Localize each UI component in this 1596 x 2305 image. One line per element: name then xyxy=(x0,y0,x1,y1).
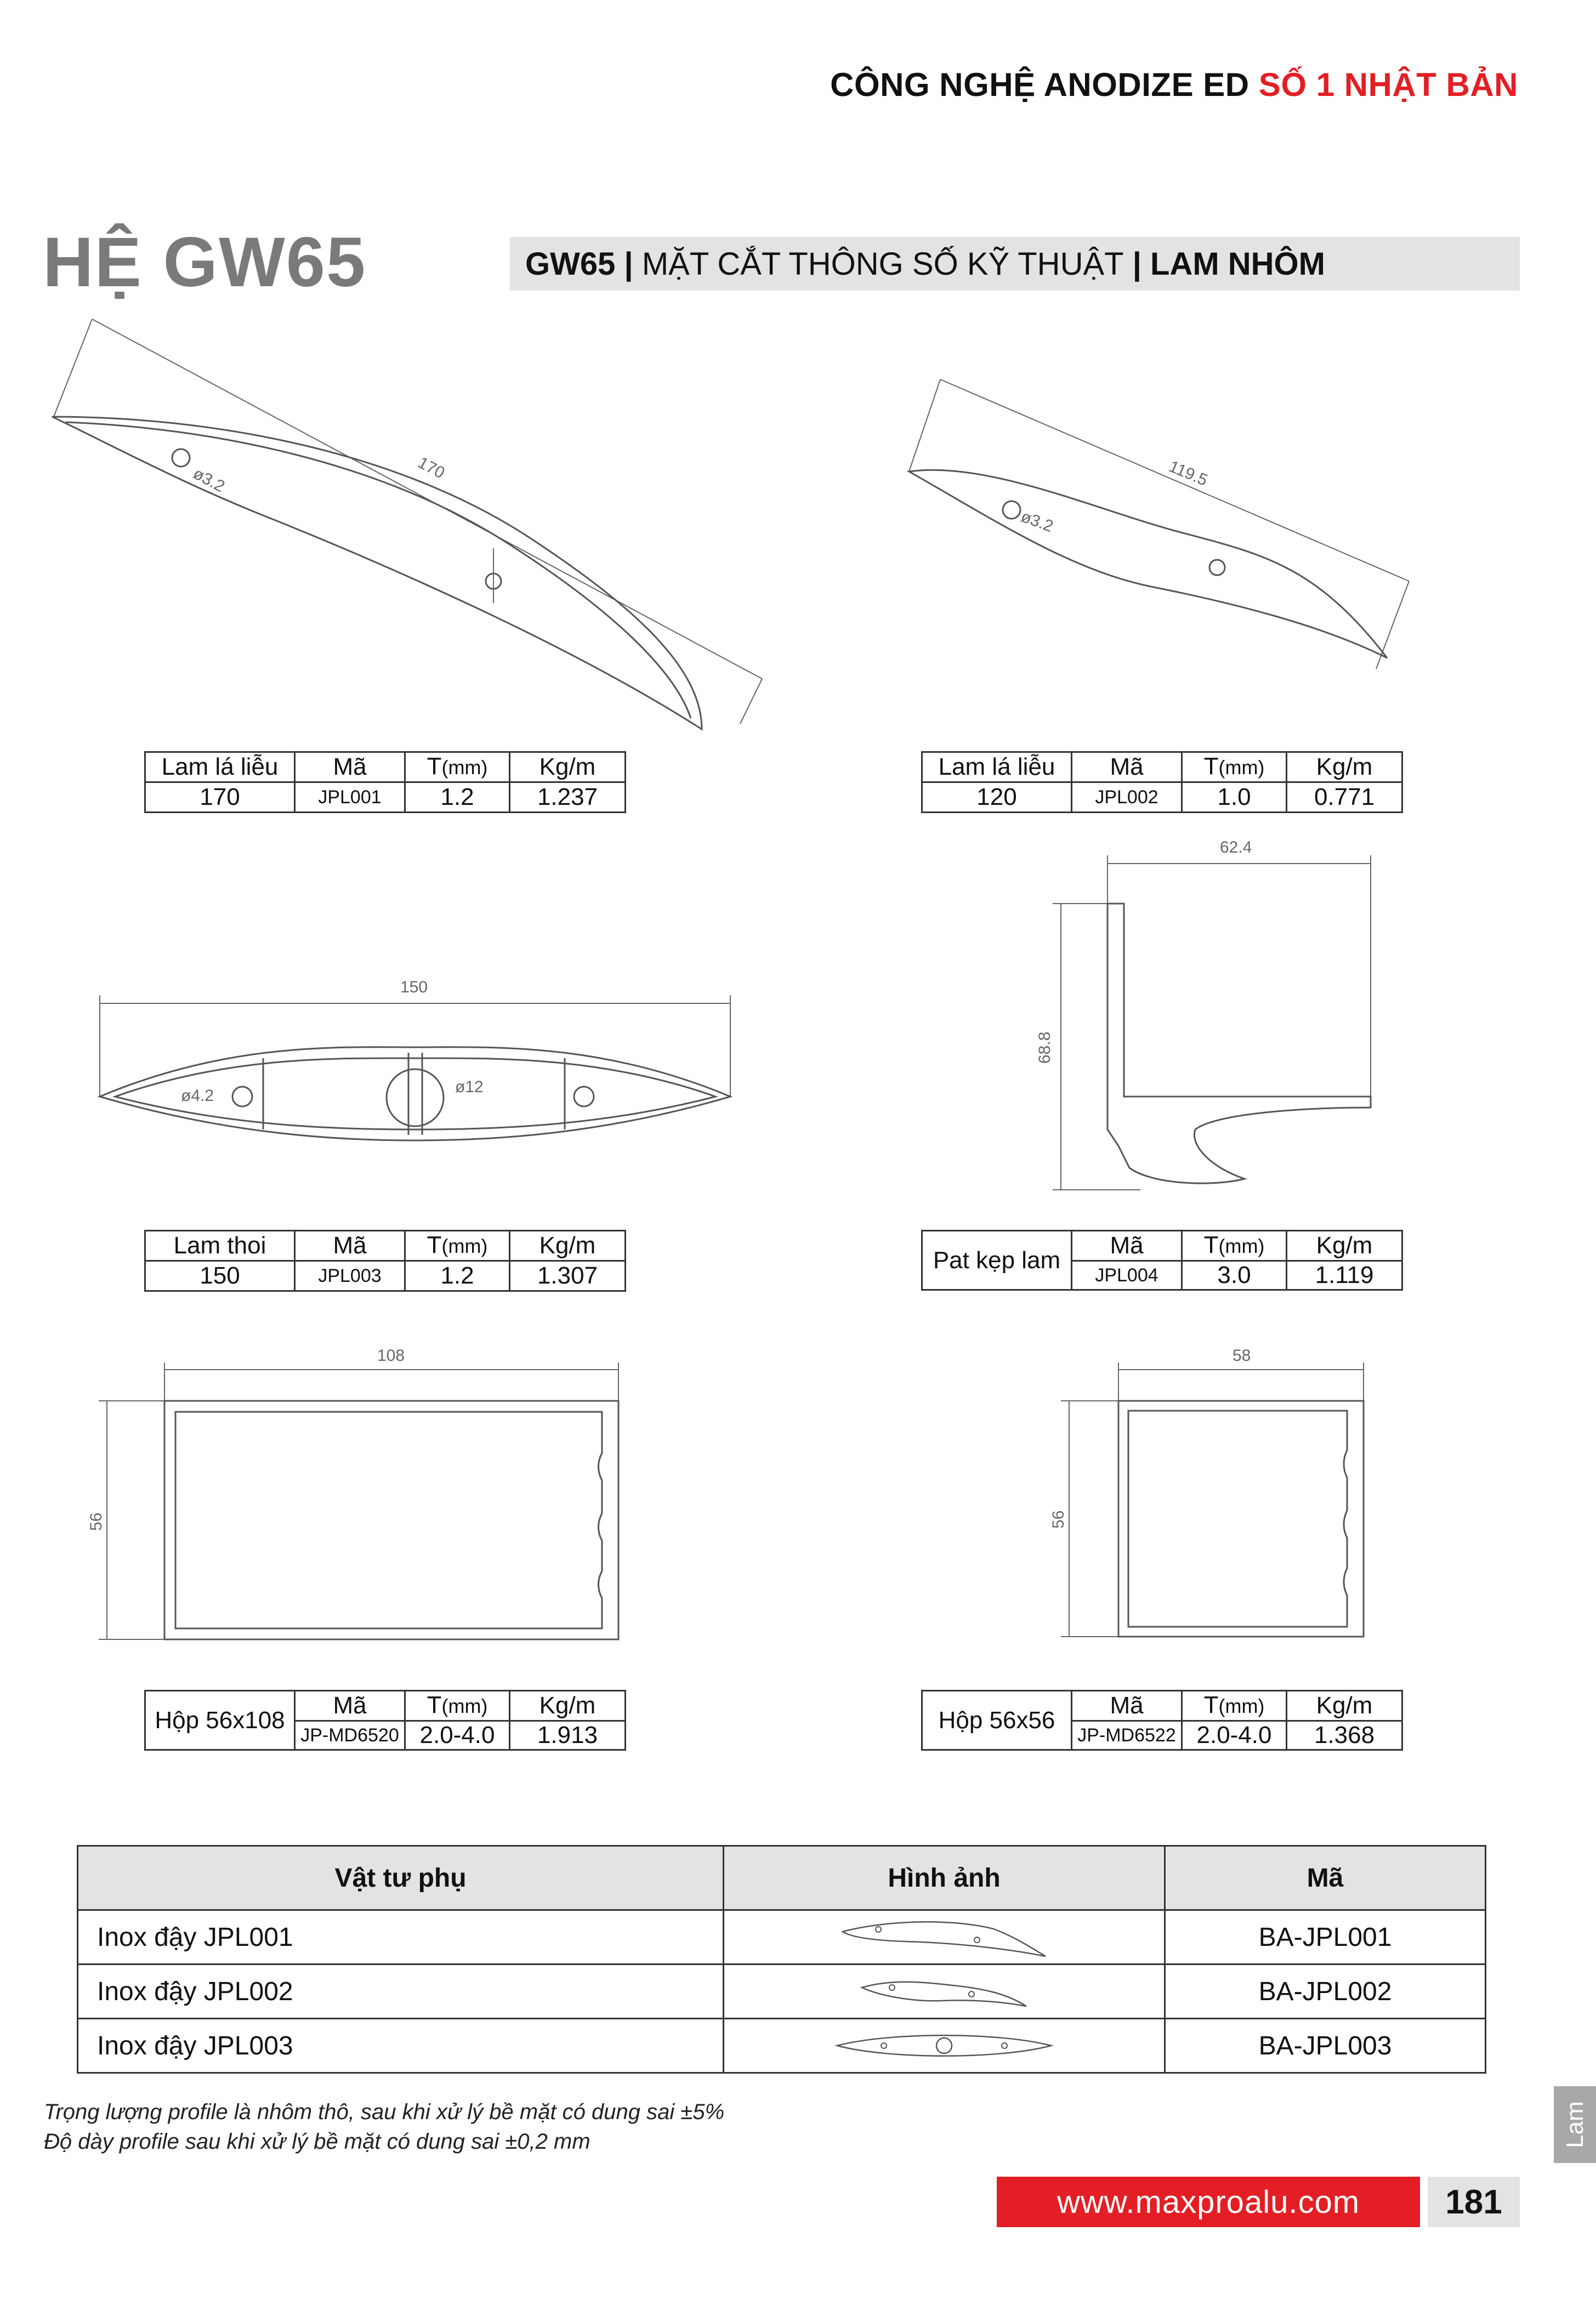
product-weight: 1.913 xyxy=(510,1721,626,1750)
header-code: Mã xyxy=(1072,752,1182,782)
bar-sep-2: | xyxy=(1123,246,1151,282)
product-thickness: 2.0-4.0 xyxy=(1182,1721,1287,1750)
product-code: JPL001 xyxy=(295,782,405,813)
product-size: 170 xyxy=(145,782,295,813)
header-code: Mã xyxy=(1072,1691,1182,1721)
bar-middle: MẶT CẮT THÔNG SỐ KỸ THUẬT xyxy=(641,246,1124,282)
product-code: JPL003 xyxy=(295,1261,405,1291)
dim-width-6: 58 xyxy=(1233,1347,1251,1365)
profile-drawing-jpl002 xyxy=(905,373,1425,680)
product-weight: 1.368 xyxy=(1287,1721,1402,1750)
dim-hole-small-3: ø4.2 xyxy=(181,1087,214,1105)
spec-table-jpl004 xyxy=(921,1230,1403,1291)
accessories-table xyxy=(77,1845,1486,2074)
product-name: Pat kẹp lam xyxy=(922,1231,1072,1290)
product-name: Lam lá liễu xyxy=(145,752,295,782)
bar-code: GW65 xyxy=(525,246,616,282)
header-thickness: T(mm) xyxy=(1182,1231,1287,1261)
acc-name: Inox đậy JPL003 xyxy=(78,2019,724,2073)
series-title: HỆ GW65 xyxy=(43,223,367,302)
acc-header-code: Mã xyxy=(1165,1846,1486,1910)
dim-hole-1: ø3.2 xyxy=(190,464,228,496)
dim-height-6: 56 xyxy=(1049,1510,1067,1529)
header-code: Mã xyxy=(1072,1231,1182,1261)
product-weight: 1.237 xyxy=(510,782,626,813)
acc-image xyxy=(724,1910,1165,1965)
side-tab xyxy=(1554,2086,1596,2163)
product-code: JPL002 xyxy=(1072,782,1182,813)
side-tab-label: Lam xyxy=(1561,2101,1588,2148)
header-code: Mã xyxy=(295,1691,405,1721)
header-thickness: T(mm) xyxy=(405,752,510,782)
acc-name: Inox đậy JPL002 xyxy=(78,1965,724,2019)
profile-drawing-jpl003 xyxy=(93,970,740,1151)
spec-table-md6520 xyxy=(144,1690,626,1751)
product-code: JPL004 xyxy=(1072,1261,1182,1290)
product-size: 120 xyxy=(922,782,1072,813)
cover-plate-jpl003-image xyxy=(834,2029,1054,2062)
acc-image xyxy=(724,2019,1165,2073)
dim-hole-2: ø3.2 xyxy=(1018,507,1056,536)
product-weight: 1.307 xyxy=(510,1261,626,1291)
dim-length-3: 150 xyxy=(400,978,428,996)
profile-drawing-md6522 xyxy=(1042,1347,1376,1645)
note-weight-tolerance: Trọng lượng profile là nhôm thô, sau khi xử lý bề mặt có dung sai ±5% xyxy=(44,2100,725,2124)
cover-plate-jpl001-image xyxy=(840,1915,1048,1959)
spec-table-md6522 xyxy=(921,1690,1403,1751)
tagline-red: SỐ 1 NHẬT BẢN xyxy=(1258,66,1518,103)
section-title-bar xyxy=(510,237,1520,291)
footer-website: www.maxproalu.com xyxy=(997,2177,1420,2227)
header-thickness: T(mm) xyxy=(405,1691,510,1721)
bar-end: LAM NHÔM xyxy=(1150,246,1325,282)
product-thickness: 1.0 xyxy=(1182,782,1287,813)
header-code: Mã xyxy=(295,752,405,782)
acc-code: BA-JPL001 xyxy=(1165,1910,1486,1965)
table-row xyxy=(78,2019,1486,2073)
header-tagline xyxy=(830,66,1518,104)
product-name: Lam lá liễu xyxy=(922,752,1072,782)
header-weight: Kg/m xyxy=(510,1231,626,1261)
table-row xyxy=(78,1965,1486,2019)
acc-header-image: Hình ảnh xyxy=(724,1846,1165,1910)
header-weight: Kg/m xyxy=(1287,1691,1402,1721)
product-name: Hộp 56x108 xyxy=(145,1691,295,1750)
profile-drawing-jpl004 xyxy=(1031,839,1387,1212)
profile-drawing-md6520 xyxy=(82,1347,625,1645)
product-weight: 1.119 xyxy=(1287,1261,1402,1290)
dim-length-2: 119.5 xyxy=(1166,457,1211,490)
spec-table-jpl001 xyxy=(144,751,626,813)
product-weight: 0.771 xyxy=(1287,782,1402,813)
page-number: 181 xyxy=(1428,2177,1520,2227)
table-row xyxy=(78,1910,1486,1965)
product-thickness: 3.0 xyxy=(1182,1261,1287,1290)
profile-drawing-jpl001 xyxy=(44,313,773,735)
header-thickness: T(mm) xyxy=(1182,752,1287,782)
product-code: JP-MD6520 xyxy=(295,1721,405,1750)
spec-table-jpl002 xyxy=(921,751,1403,813)
bar-sep-1: | xyxy=(615,246,642,282)
product-name: Lam thoi xyxy=(145,1231,295,1261)
acc-header-name: Vật tư phụ xyxy=(78,1846,724,1910)
dim-hole-big-3: ø12 xyxy=(455,1078,484,1096)
product-thickness: 1.2 xyxy=(405,782,510,813)
acc-name: Inox đậy JPL001 xyxy=(78,1910,724,1965)
product-name: Hộp 56x56 xyxy=(922,1691,1072,1750)
acc-image xyxy=(724,1965,1165,2019)
dim-height-5: 56 xyxy=(87,1512,105,1531)
acc-code: BA-JPL003 xyxy=(1165,2019,1486,2073)
product-size: 150 xyxy=(145,1261,295,1291)
product-thickness: 2.0-4.0 xyxy=(405,1721,510,1750)
acc-code: BA-JPL002 xyxy=(1165,1965,1486,2019)
spec-table-jpl003 xyxy=(144,1230,626,1292)
header-weight: Kg/m xyxy=(1287,752,1402,782)
dim-width-4: 62.4 xyxy=(1220,838,1252,856)
cover-plate-jpl002-image xyxy=(859,1972,1029,2011)
header-thickness: T(mm) xyxy=(405,1231,510,1261)
header-thickness: T(mm) xyxy=(1182,1691,1287,1721)
product-thickness: 1.2 xyxy=(405,1261,510,1291)
note-thickness-tolerance: Độ dày profile sau khi xử lý bề mặt có dung sai ±0,2 mm xyxy=(44,2130,590,2154)
header-code: Mã xyxy=(295,1231,405,1261)
header-weight: Kg/m xyxy=(1287,1231,1402,1261)
tagline-black: CÔNG NGHỆ ANODIZE ED xyxy=(830,66,1249,103)
dim-width-5: 108 xyxy=(377,1347,405,1365)
dim-length-1: 170 xyxy=(414,453,448,482)
header-weight: Kg/m xyxy=(510,1691,626,1721)
product-code: JP-MD6522 xyxy=(1072,1721,1182,1750)
dim-height-4: 68.8 xyxy=(1036,1031,1054,1064)
header-weight: Kg/m xyxy=(510,752,626,782)
